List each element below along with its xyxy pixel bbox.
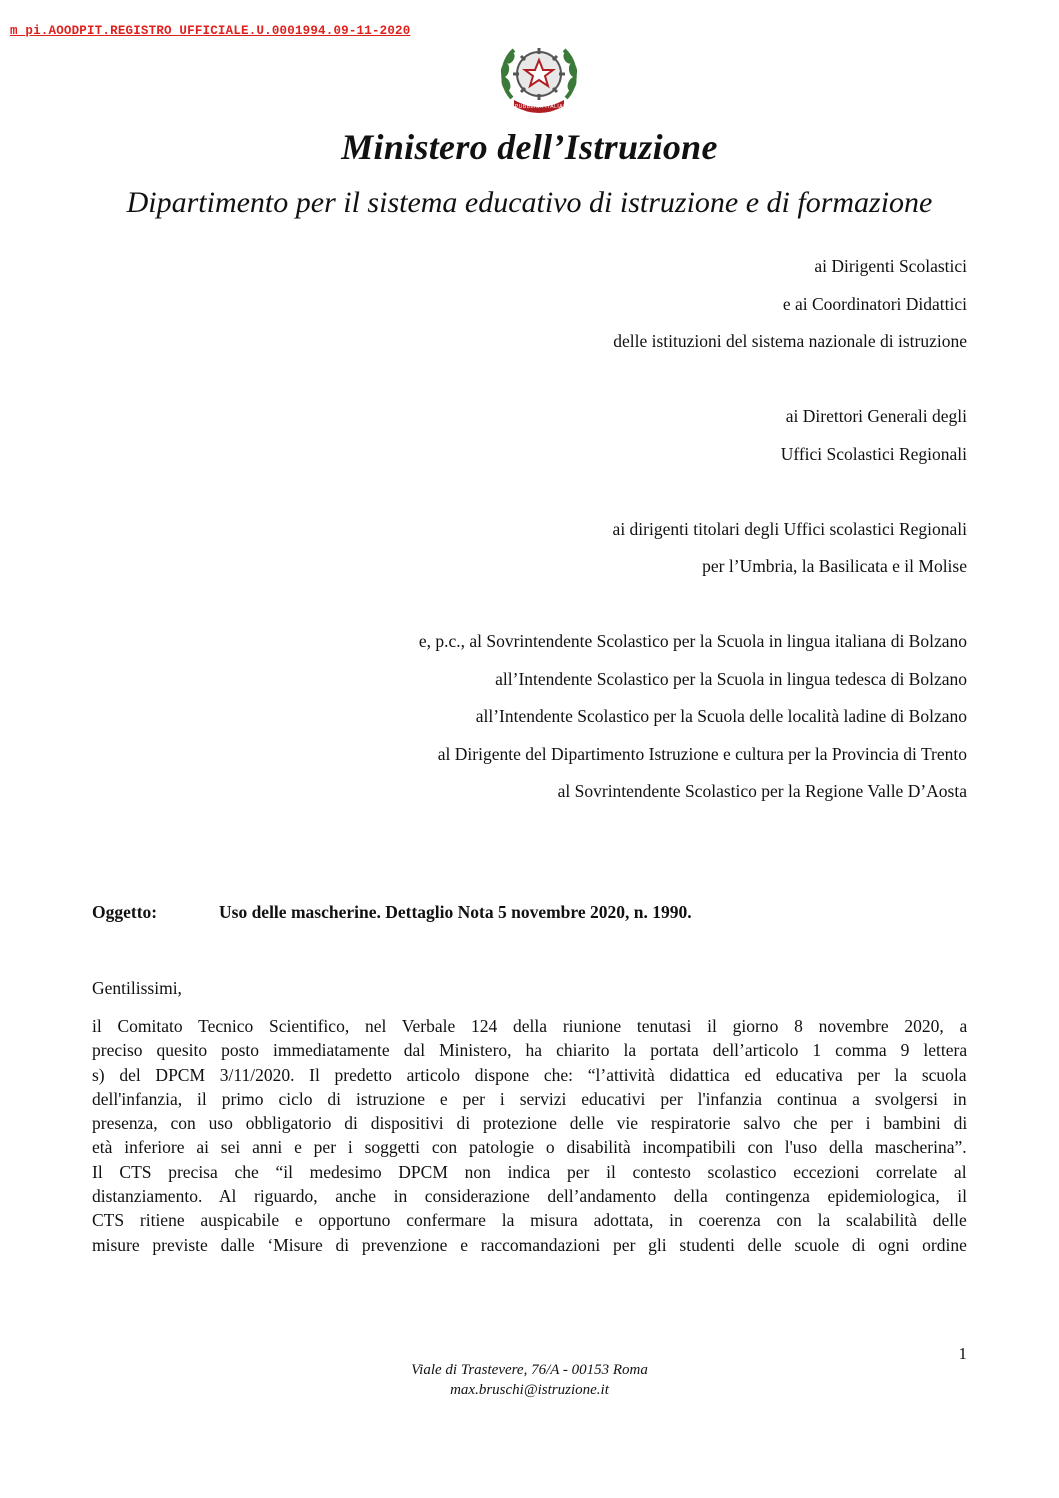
subject-text: Uso delle mascherine. Dettaglio Nota 5 novembre 2020, n. 1990.	[219, 902, 692, 922]
protocol-stamp: m_pi.AOODPIT.REGISTRO UFFICIALE.U.0001994.09-11-2020	[10, 24, 411, 38]
subject-label: Oggetto:	[92, 902, 158, 922]
recipient-line: all’Intendente Scolastico per la Scuola delle località ladine di Bolzano	[475, 706, 967, 726]
recipient-line: ai Dirigenti Scolastici	[814, 256, 967, 276]
body-paragraph	[92, 1014, 967, 1257]
body-line: Il CTS precisa che “il medesimo DPCM non indica per il contesto scolastico eccezioni correlate al	[92, 1161, 967, 1182]
recipient-line: ai dirigenti titolari degli Uffici scolastici Regionali	[612, 518, 967, 539]
ministry-title: Ministero dell’Istruzione	[341, 127, 718, 167]
recipient-line: e, p.c., al Sovrintendente Scolastico per la Scuola in lingua italiana di Bolzano	[418, 631, 967, 651]
body-line: presenza, con uso obbligatorio di dispositivi di protezione delle vie respiratorie salvo che per i bambini di	[92, 1113, 968, 1134]
recipient-line: e ai Coordinatori Didattici	[782, 293, 967, 314]
recipient-line: ai Direttori Generali degli	[785, 406, 967, 426]
body-line: CTS ritiene auspicabile e opportuno confermare la misura adottata, in coerenza con la scalabilità delle	[92, 1210, 967, 1231]
body-line: misure previste dalle ‘Misure di prevenzione e raccomandazioni per gli studenti delle scuole di ogni ordine	[92, 1234, 967, 1255]
subject-line	[92, 902, 692, 923]
recipient-line: al Sovrintendente Scolastico per la Regione Valle D’Aosta	[557, 781, 967, 801]
recipient-line: all’Intendente Scolastico per la Scuola in lingua tedesca di Bolzano	[495, 668, 967, 689]
body-line: dell'infanzia, il primo ciclo di istruzione e per i servizi educativi per l'infanzia continua a svolgersi in	[92, 1088, 967, 1109]
recipient-line: per l’Umbria, la Basilicata e il Molise	[702, 556, 967, 576]
body-line: età inferiore ai sei anni e per i soggetti con patologie o disabilità incompatibili con l'uso della mascherina”.	[92, 1137, 967, 1158]
greeting: Gentilissimi,	[92, 978, 182, 998]
footer	[0, 1360, 1059, 1400]
recipient-line: delle istituzioni del sistema nazionale di istruzione	[613, 331, 967, 351]
body-line: s) del DPCM 3/11/2020. Il predetto articolo dispone che: “l’attività didattica ed educativa per la scuola	[92, 1064, 967, 1085]
body-line: preciso quesito posto immediatamente dal Ministero, ha chiarito la portata dell’articolo 1 comma 9 lettera	[92, 1040, 968, 1061]
department-title: Dipartimento per il sistema educativo di istruzione e di formazione	[126, 186, 933, 219]
footer-address: Viale di Trastevere, 76/A - 00153 Roma	[411, 1362, 648, 1378]
emblem-ribbon-text: REPUBBLICA ITALIANA	[506, 104, 572, 110]
recipients-block	[419, 248, 967, 811]
recipient-line: al Dirigente del Dipartimento Istruzione e cultura per la Provincia di Trento	[437, 743, 967, 764]
body-line: distanziamento. Al riguardo, anche in considerazione dell’andamento della contingenza epidemiologica, il	[92, 1186, 967, 1207]
page-number: 1	[958, 1344, 967, 1363]
body-line: il Comitato Tecnico Scientifico, nel Verbale 124 della riunione tenutasi il giorno 8 novembre 2020, a	[92, 1016, 968, 1036]
footer-email: max.bruschi@istruzione.it	[450, 1382, 609, 1398]
recipient-line: Uffici Scolastici Regionali	[780, 443, 967, 464]
